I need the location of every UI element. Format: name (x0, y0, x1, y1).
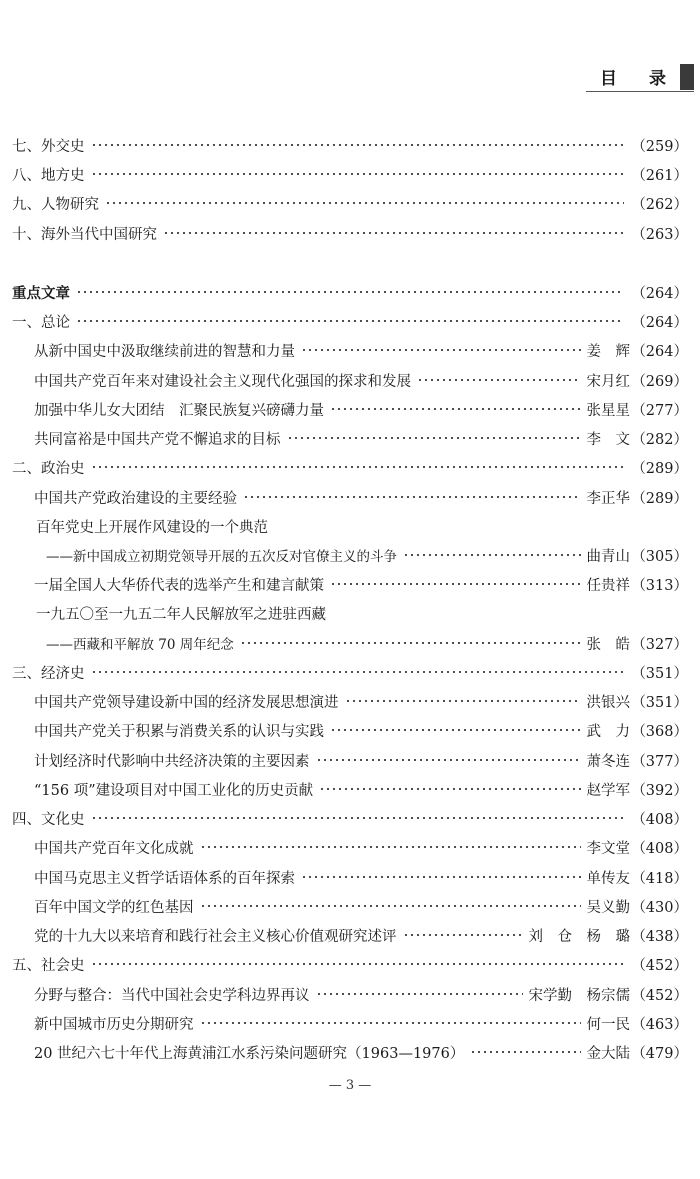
toc-entry (0, 220, 700, 246)
toc-dot-leader (91, 805, 625, 831)
toc-dot-leader (287, 425, 581, 451)
toc-entry-title: 中国共产党政治建设的主要经验 (34, 490, 237, 507)
toc-entry-author: 曲青山 (586, 548, 630, 565)
toc-dot-leader (91, 951, 625, 977)
toc-entry (0, 337, 700, 363)
toc-entry-author: 刘 仓 杨 璐 (528, 928, 630, 945)
toc-entry-author: 任贵祥 (586, 577, 630, 594)
toc-entry (0, 425, 700, 451)
toc-entry-title: 分野与整合：当代中国社会史学科边界再议 (34, 987, 310, 1004)
page-number: — 3 — (328, 1078, 372, 1093)
toc-entry-page: （351） (631, 665, 688, 682)
toc-dot-leader (76, 308, 624, 334)
toc-entry (0, 864, 700, 890)
toc-entry (0, 600, 700, 626)
toc-entry-title: 中国共产党百年文化成就 (34, 840, 194, 857)
toc-entry (0, 161, 700, 187)
toc-entry-title: 百年中国文学的红色基因 (34, 899, 194, 916)
toc-entry-author: 李正华 (586, 490, 630, 507)
toc-entry-title: 三、经济史 (12, 665, 85, 682)
toc-entry-title: 百年党史上开展作风建设的一个典范 (36, 519, 268, 536)
toc-entry-author: 张星星 (586, 402, 630, 419)
toc-entry-page: （305） (631, 548, 688, 565)
toc-dot-leader (330, 717, 581, 743)
toc-entry-page: （430） (631, 899, 688, 916)
toc-entry-author: 单传友 (586, 870, 630, 887)
toc-entry-page: （463） (631, 1016, 688, 1033)
toc-entry-author: 赵学军 (586, 782, 630, 799)
toc-entry-title: 20 世纪六七十年代上海黄浦江水系污染问题研究（1963—1976） (34, 1045, 465, 1062)
toc-entry (0, 630, 700, 656)
toc-entry (0, 981, 700, 1007)
toc-entry (0, 805, 700, 831)
toc-entry-title: ——新中国成立初期党领导开展的五次反对官僚主义的斗争 (46, 549, 397, 565)
toc-entry-title: 重点文章 (12, 285, 70, 302)
toc-dot-leader (76, 279, 624, 305)
toc-entry-author: 张 皓 (586, 636, 630, 653)
toc-entry-author: 萧冬连 (586, 753, 630, 770)
toc-dot-leader (91, 161, 625, 187)
toc-entry-page: （377） (631, 753, 688, 770)
toc-entry-page: （282） (631, 431, 688, 448)
toc-entry-title: “156 项”建设项目对中国工业化的历史贡献 (34, 782, 314, 799)
toc-entry-page: （289） (631, 460, 688, 477)
toc-dot-leader (319, 776, 580, 802)
toc-dot-leader (330, 396, 581, 422)
toc-dot-leader (200, 1010, 581, 1036)
toc-entry-author: 李文堂 (586, 840, 630, 857)
toc-entry-page: （418） (631, 870, 688, 887)
toc-dot-leader (105, 190, 624, 216)
toc-entry (0, 571, 700, 597)
toc-entry (0, 132, 700, 158)
toc-entry-title: 四、文化史 (12, 811, 85, 828)
toc-entry (0, 922, 700, 948)
toc-entry (0, 513, 700, 539)
toc-entry-title: 加强中华儿女大团结 汇聚民族复兴磅礴力量 (34, 402, 324, 419)
toc-dot-leader (240, 630, 581, 656)
toc-dot-leader (417, 367, 581, 393)
toc-entry (0, 190, 700, 216)
toc-entry-author: 何一民 (586, 1016, 630, 1033)
toc-dot-leader (316, 981, 523, 1007)
toc-dot-leader (200, 834, 581, 860)
toc-entry-title: ——西藏和平解放 70 周年纪念 (46, 637, 234, 653)
toc-entry-author: 吴义勤 (586, 899, 630, 916)
toc-entry-title: 计划经济时代影响中共经济决策的主要因素 (34, 753, 310, 770)
header-title-right: 录 (649, 68, 666, 89)
toc-entry-title: 共同富裕是中国共产党不懈追求的目标 (34, 431, 281, 448)
toc-dot-leader (91, 132, 625, 158)
toc-entry-title: 一、总论 (12, 314, 70, 331)
toc-entry-title: 党的十九大以来培育和践行社会主义核心价值观研究述评 (34, 928, 397, 945)
toc-entry (0, 659, 700, 685)
toc-dot-leader (301, 864, 581, 890)
toc-entry-title: 一届全国人大华侨代表的选举产生和建言献策 (34, 577, 324, 594)
toc-entry (0, 367, 700, 393)
toc-entry-page: （408） (631, 840, 688, 857)
toc-entry (0, 396, 700, 422)
toc-entry-page: （262） (631, 196, 688, 213)
toc-dot-leader (403, 922, 523, 948)
toc-entry-title: 中国共产党关于积累与消费关系的认识与实践 (34, 723, 324, 740)
toc-entry (0, 688, 700, 714)
toc-entry-page: （263） (631, 226, 688, 243)
toc-entry-author: 金大陆 (586, 1045, 630, 1062)
toc-entry-author: 洪银兴 (586, 694, 630, 711)
toc-entry (0, 834, 700, 860)
toc-entry-title: 二、政治史 (12, 460, 85, 477)
toc-entry-title: 从新中国史中汲取继续前进的智慧和力量 (34, 343, 295, 360)
toc-dot-leader (200, 893, 581, 919)
toc-entry (0, 279, 700, 305)
toc-entry (0, 1039, 700, 1065)
toc-entry-title: 十、海外当代中国研究 (12, 226, 157, 243)
toc-entry-title: 一九五〇至一九五二年人民解放军之进驻西藏 (36, 606, 326, 623)
toc-entry (0, 484, 700, 510)
toc-entry (0, 1010, 700, 1036)
toc-entry-title: 八、地方史 (12, 167, 85, 184)
toc-entry-title: 新中国城市历史分期研究 (34, 1016, 194, 1033)
toc-entry-page: （277） (631, 402, 688, 419)
toc-dot-leader (345, 688, 581, 714)
toc-entry-author: 姜 辉 (586, 343, 630, 360)
toc-dot-leader (243, 484, 581, 510)
toc-entry-page: （351） (631, 694, 688, 711)
toc-entry-title: 中国马克思主义哲学话语体系的百年探索 (34, 870, 295, 887)
toc-entry-page: （289） (631, 490, 688, 507)
toc-dot-leader (470, 1039, 580, 1065)
toc-entry-page: （479） (631, 1045, 688, 1062)
toc-entry-page: （452） (631, 957, 688, 974)
toc-entry (0, 747, 700, 773)
toc-entry-author: 宋学勤 杨宗儒 (528, 987, 630, 1004)
toc-entry-page: （264） (631, 314, 688, 331)
toc-entry-title: 五、社会史 (12, 957, 85, 974)
toc-entry-page: （313） (631, 577, 688, 594)
toc-entry (0, 776, 700, 802)
toc-dot-leader (163, 220, 624, 246)
header-tab-marker (680, 64, 694, 90)
toc-entry-title: 中国共产党领导建设新中国的经济发展思想演进 (34, 694, 339, 711)
toc-dot-leader (91, 659, 625, 685)
toc-entry-page: （327） (631, 636, 688, 653)
toc-dot-leader (403, 542, 581, 568)
toc-entry-page: （392） (631, 782, 688, 799)
toc-entry-title: 中国共产党百年来对建设社会主义现代化强国的探求和发展 (34, 373, 411, 390)
toc-entry (0, 308, 700, 334)
toc-entry (0, 893, 700, 919)
header-title-left: 目 (600, 68, 617, 89)
toc-entry-title: 九、人物研究 (12, 196, 99, 213)
toc-entry-author: 宋月红 (586, 373, 630, 390)
running-header (586, 64, 680, 88)
toc-entry (0, 454, 700, 480)
toc-entry (0, 951, 700, 977)
toc-entry-page: （408） (631, 811, 688, 828)
toc-entry-title: 七、外交史 (12, 138, 85, 155)
toc-entry-page: （261） (631, 167, 688, 184)
toc-dot-leader (316, 747, 581, 773)
toc-entry-page: （264） (631, 343, 688, 360)
toc-entry-page: （264） (631, 285, 688, 302)
toc-dot-leader (91, 454, 625, 480)
toc-entry (0, 717, 700, 743)
toc-entry-page: （452） (631, 987, 688, 1004)
toc-entry-page: （368） (631, 723, 688, 740)
toc-entry-page: （259） (631, 138, 688, 155)
toc-entry-author: 李 文 (586, 431, 630, 448)
toc-dot-leader (301, 337, 581, 363)
toc-entry (0, 542, 700, 568)
toc-entry-page: （438） (631, 928, 688, 945)
toc-dot-leader (330, 571, 581, 597)
toc-entry-page: （269） (631, 373, 688, 390)
toc-entry-author: 武 力 (586, 723, 630, 740)
header-rule (586, 91, 694, 92)
